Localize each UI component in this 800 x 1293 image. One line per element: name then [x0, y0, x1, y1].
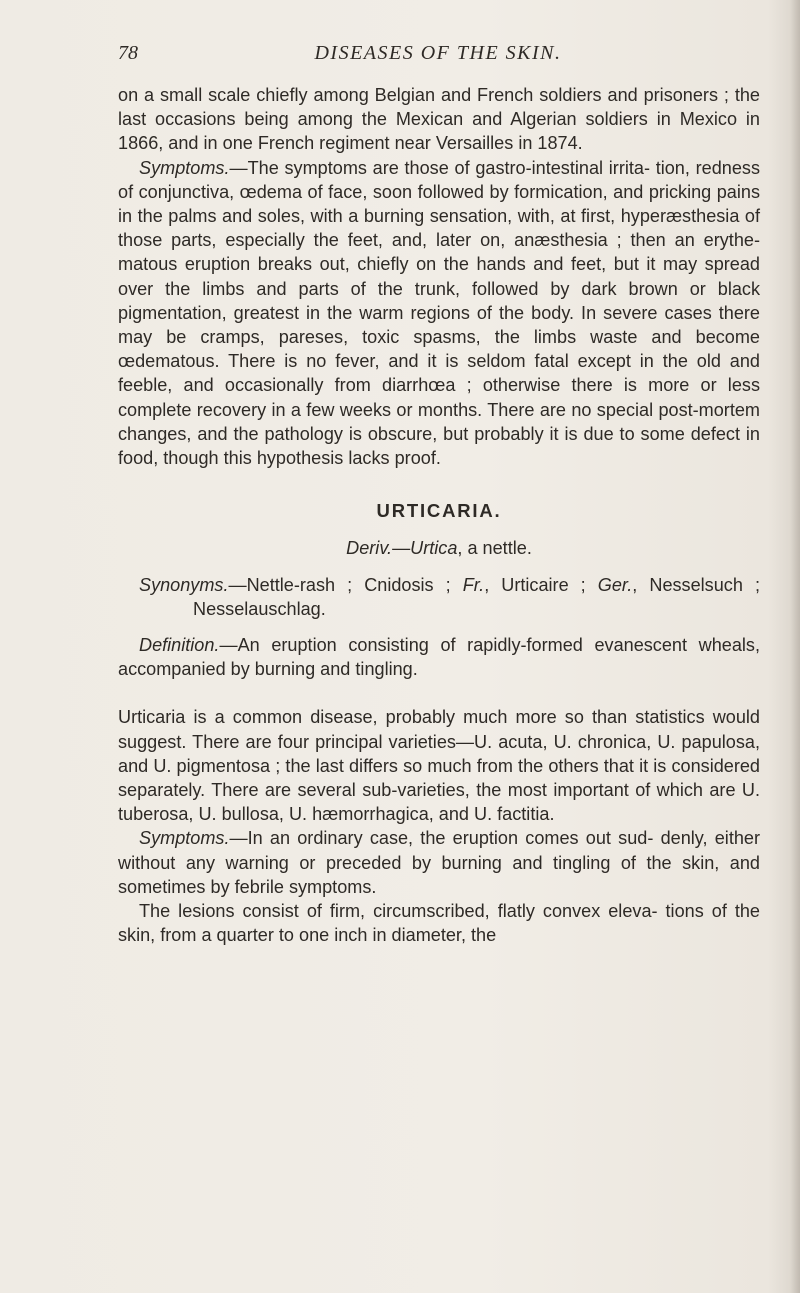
urticaria-paragraph: Urticaria is a common disease, probably much more so than statistics would suggest. There are four principal varieties—U. acuta, U. chronica, U. papulosa, and U. pigmentosa ; the last differs so much from the others that it is considered separately. There are several sub-varieties, the most important of which are U. tuberosa, U. bullosa, U. hæmorrhagica, and U. factitia.	[118, 707, 760, 825]
synonyms-fr: Fr.	[462, 574, 485, 595]
definition-text: —An eruption consisting of rapidly-formed evanescent wheals, accompanied by burning and tingling.	[118, 635, 760, 680]
deriv-label: Deriv.	[346, 538, 393, 559]
synonyms-ger: Ger.	[597, 574, 633, 595]
synonyms-part-1: —Nettle-rash ; Cnidosis ;	[228, 574, 463, 595]
definition-paragraph	[118, 633, 760, 681]
symptoms-text: —The symptoms are those of gastro-intestinal irrita- tion, redness of conjunctiva, œdema of face, soon followed by formication, and pricking pains in the palms and soles, with a burning sensation, with, at first, hyperæsthesia of those parts, especially the feet, and, later on, anæsthesia ; then an erythe- matous eruption breaks out, chiefly on the hands and feet, but it may spread over the limbs and parts of the trunk, followed by dark brown or black pigmentation, greatest in the warm regions of the body. In severe cases there may be cramps, pareses, toxic spasms, the limbs waste and become œdematous. There is no fever, and it is seldom fatal except in the old and feeble, and occasionally from diarrhœa ; otherwise there is more or less complete recovery in a few weeks or months. There are no special post-mortem changes, and the pathology is obscure, but probably it is due to some defect in food, though this hypothesis lacks proof.	[118, 157, 760, 469]
symptoms-label: Symptoms.	[139, 157, 230, 178]
synonyms-part-3: , Nesselsuch ; Nesselauschlag.	[193, 574, 760, 619]
derivation-line	[118, 536, 760, 560]
deriv-word: Urtica	[410, 538, 458, 559]
running-title: DISEASES OF THE SKIN.	[314, 42, 562, 64]
deriv-rest: , a nettle.	[457, 538, 532, 559]
page-number: 78	[118, 42, 138, 64]
urticaria-symptoms-label: Symptoms.	[139, 828, 230, 849]
synonyms-label: Synonyms.	[139, 574, 229, 595]
urticaria-symptoms-text: —In an ordinary case, the eruption comes out sud- denly, either without any warning or preceded by burning and tingling of the skin, and sometimes by febrile symptoms.	[118, 828, 760, 897]
deriv-dash: —	[392, 538, 411, 559]
body-text	[118, 83, 760, 948]
urticaria-symptoms-paragraph	[118, 826, 760, 899]
symptoms-paragraph	[118, 156, 760, 471]
lesions-paragraph: The lesions consist of firm, circumscribed, flatly convex eleva- tions of the skin, from a quarter to one inch in diameter, the	[118, 901, 760, 946]
intro-paragraph: on a small scale chiefly among Belgian and French soldiers and prisoners ; the last occasions being among the Mexican and Algerian soldiers in Mexico in 1866, and in one French regiment near Versailles in 1874.	[118, 85, 760, 154]
synonyms-line	[139, 573, 760, 621]
page-edge-shadow	[790, 0, 800, 1293]
definition-label: Definition.	[139, 635, 220, 656]
page-header	[118, 42, 758, 72]
synonyms-block	[139, 573, 760, 621]
section-title: URTICARIA.	[376, 500, 502, 522]
synonyms-part-2: , Urticaire ;	[484, 574, 598, 595]
